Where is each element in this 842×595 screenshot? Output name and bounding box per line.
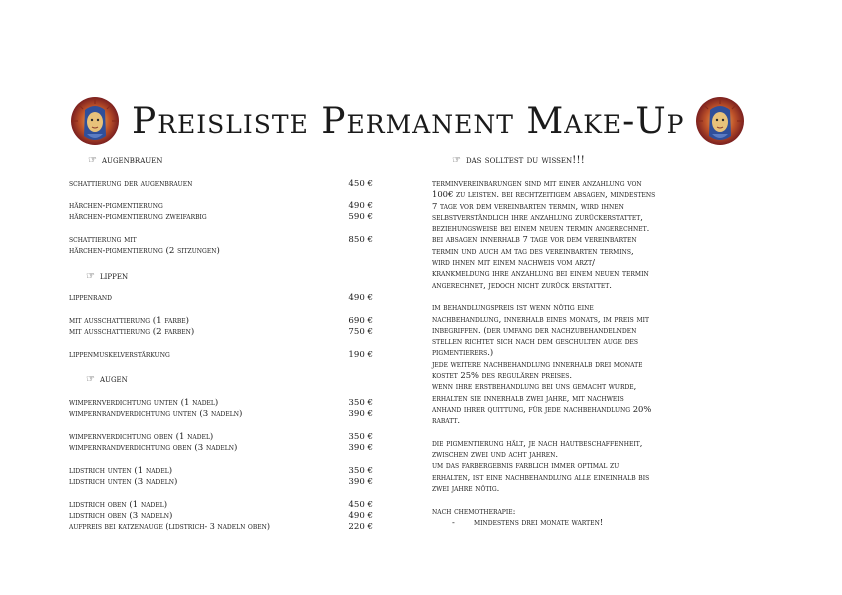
item-price: 190 € (348, 350, 373, 360)
hand-pointing-icon: ☞ (88, 155, 97, 166)
item-name: härchen-pigmentierung (2 sitzungen) (69, 246, 220, 256)
item-name: lidstrich unten (1 nadel) (69, 466, 173, 476)
item-price: 390 € (348, 477, 373, 487)
item-name: lidstrich oben (1 nadel) (69, 500, 168, 510)
item-price: 350 € (348, 398, 373, 408)
hand-pointing-icon: ☞ (452, 155, 461, 166)
info-paragraph-chemo: nach chemotherapie: - mindestens drei monate warten! (432, 505, 604, 527)
item-price: 690 € (348, 316, 373, 326)
goddess-logo-icon (70, 96, 120, 146)
hand-pointing-icon: ☞ (86, 271, 95, 282)
item-name: härchen-pigmentierung zweifarbig (69, 212, 207, 222)
item-name: lidstrich oben (3 nadeln) (69, 511, 173, 521)
list-dash: - (452, 516, 455, 527)
page-title: Preisliste Permanent Make-Up (132, 101, 685, 142)
item-name: wimpernrandverdichtung oben (3 nadeln) (69, 443, 238, 453)
hand-pointing-icon: ☞ (86, 374, 95, 385)
item-name: wimpernrandverdichtung unten (3 nadeln) (69, 409, 243, 419)
item-name: lidstrich unten (3 nadeln) (69, 477, 178, 487)
item-name: härchen-pigmentierung (69, 201, 163, 211)
item-price: 350 € (348, 466, 373, 476)
item-price: 750 € (348, 327, 373, 337)
item-name: schattierung mit (69, 235, 137, 245)
list-item: mindestens drei monate warten! (474, 516, 604, 527)
goddess-logo-icon (695, 96, 745, 146)
item-name: lippenrand (69, 293, 112, 303)
item-price: 390 € (348, 443, 373, 453)
item-price: 390 € (348, 409, 373, 419)
item-price: 590 € (348, 212, 373, 222)
item-price: 490 € (348, 511, 373, 521)
item-price: 450 € (348, 179, 373, 189)
item-price: 350 € (348, 432, 373, 442)
section-heading-info: ☞ das solltest du wissen!!! (452, 154, 585, 166)
item-name: wimpernverdichtung unten (1 nadel) (69, 398, 219, 408)
item-name: mit ausschattierung (2 farben) (69, 327, 195, 337)
info-paragraph-touchup: im behandlungspreis ist wenn nötig eine nachbehandlung, innerhalb eines monats, im preis mit inbegriffen. (der umfang der nachzubehandelnden stellen richtet sich nach dem geschulten auge des pigmentierers.) jede weitere nachbehandlung innerhalb drei monate kostet 25% des regulären preises. wenn ihre erstbehandlung bei uns gemacht wurde, erhalten sie innerhalb zwei jahre, mit nachweis anhand ihrer quittung, für jede nachbehandlung 20% rabatt. (432, 302, 652, 426)
section-heading-lips: ☞ lippen (86, 270, 129, 282)
item-name: aufpreis bei katzenauge (lidstrich- 3 nadeln oben) (69, 522, 270, 531)
item-name: schattierung der augenbrauen (69, 179, 193, 189)
item-name: wimpernverdichtung oben (1 nadel) (69, 432, 214, 442)
info-text (432, 178, 742, 540)
item-price: 220 € (348, 522, 373, 532)
item-name: mit ausschattierung (1 farbe) (69, 316, 189, 326)
item-name: lippenmuskelverstärkung (69, 350, 170, 360)
info-paragraph-deposit: terminvereinbarungen sind mit einer anzahlung von 100€ zu leisten. bei rechtzeitigem absagen, mindestens 7 tage vor dem vereinbarten termin, wird ihnen selbstverständlich ihre anzahlung zurückerstattet, beziehungsweise bei einem neuen termin angerechnet. bei absagen innerhalb 7 tage vor dem vereinbarten termin und auch am tag des vereinbarten termins, wird ihnen mit einem nachweis vom arzt/ krankmeldung ihre anzahlung bei einem neuen termin angerechnet, jedoch nicht zurück erstattet. (432, 178, 656, 290)
item-price: 490 € (348, 201, 373, 211)
section-heading-eyes: ☞ augen (86, 373, 128, 385)
section-heading-brows: ☞ augenbrauen (88, 154, 163, 166)
item-price: 850 € (348, 235, 373, 245)
info-paragraph-duration: die pigmentierung hält, je nach hautbeschaffenheit, zwischen zwei und acht jahren. um das farbergebnis farblich immer optimal zu erhalten, ist eine nachbehandlung alle eineinhalb bis zwei jahre nötig. (432, 437, 650, 494)
item-price: 490 € (348, 293, 373, 303)
item-price: 450 € (348, 500, 373, 510)
